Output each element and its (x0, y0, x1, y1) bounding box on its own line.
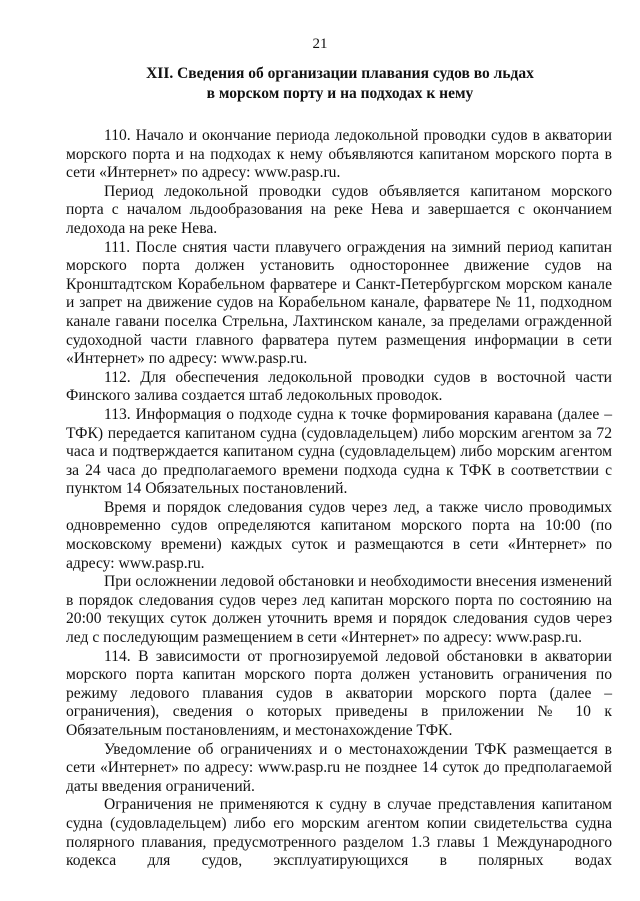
paragraph-112: 112. Для обеспечения ледокольной проводки судов в восточной части Финского залива создается штаб ледокольных проводок. (66, 368, 612, 405)
paragraph-114-notice: Уведомление об ограничениях и о местонахождении ТФК размещается в сети «Интернет» по адресу: www.pasp.ru не позднее 14 суток до предполагаемой даты введения ограничений. (66, 740, 612, 795)
paragraph-114: 114. В зависимости от прогнозируемой ледовой обстановки в акватории морского порта капитан морского порта должен установить ограничения по режиму ледового плавания судов в акватории морского порта (далее – ограничения), сведения о которых приведены в приложении № 10 к Обязательным постановлениям, и местонахождение ТФК. (66, 647, 612, 739)
document-body (66, 127, 612, 871)
section-heading (70, 64, 610, 104)
paragraph-113-time: Время и порядок следования судов через лед, а также число проводимых одновременно судов определяются капитаном морского порта на 10:00 (по московскому времени) каждых суток и размещаются в сети «Интернет» по адресу: www.pasp.ru. (66, 498, 612, 572)
section-heading-line-1: XII. Сведения об организации плавания судов во льдах (146, 65, 534, 82)
page-number: 21 (312, 36, 328, 52)
section-heading-line-2: в морском порту и на подходах к нему (206, 85, 474, 102)
paragraph-110: 110. Начало и окончание периода ледокольной проводки судов в акватории морского порта и на подходах к нему объявляются капитаном морского порта в сети «Интернет» по адресу: www.pasp.ru. (66, 127, 612, 182)
paragraph-110-period: Период ледокольной проводки судов объявляется капитаном морского порта с началом льдообразования на реке Нева и завершается с окончанием ледохода на реке Нева. (66, 182, 612, 237)
paragraph-113: 113. Информация о подходе судна к точке формирования каравана (далее – ТФК) передается капитаном судна (судовладельцем) либо морским агентом за 72 часа и подтверждается капитаном судна (судовладельцем) либо морским агентом за 24 часа до предполагаемого времени подхода судна к ТФК в соответствии с пунктом 14 Обязательных постановлений. (66, 405, 612, 498)
paragraph-113-changes: При осложнении ледовой обстановки и необходимости внесения изменений в порядок следования судов через лед капитан морского порта по состоянию на 20:00 текущих суток должен уточнить время и порядок следования судов через лед с последующим размещением в сети «Интернет» по адресу: www.pasp.ru. (66, 573, 612, 647)
paragraph-114-exemption: Ограничения не применяются к судну в случае представления капитаном судна (судовладельцем) либо его морским агентом копии свидетельства судна полярного плавания, предусмотренного разделом 1.3 главы 1 Международного кодекса для судов, эксплуатирующихся в полярных водах (66, 796, 612, 870)
paragraph-111: 111. После снятия части плавучего ограждения на зимний период капитан морского порта должен установить одностороннее движение судов на Кронштадтском Корабельном фарватере и Санкт-Петербургском морском канале и запрет на движение судов на Корабельном канале, фарватере № 11, подходном канале гавани поселка Стрельна, Лахтинском канале, за пределами огражденной судоходной части главного фарватера путем размещения информации в сети «Интернет» по адресу: www.pasp.ru. (66, 238, 612, 368)
